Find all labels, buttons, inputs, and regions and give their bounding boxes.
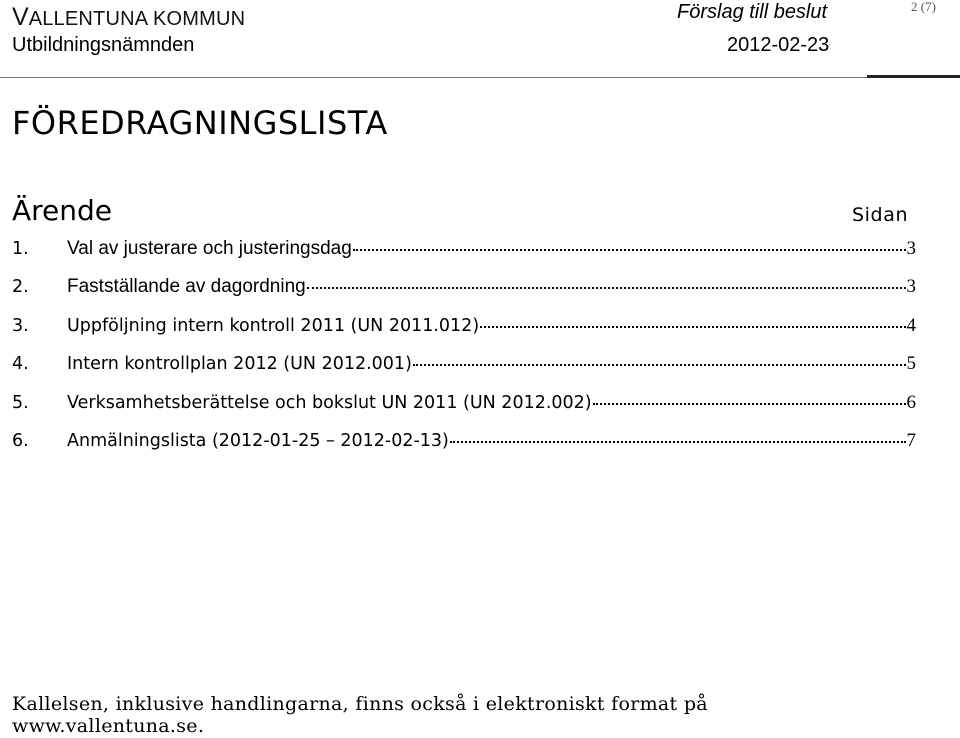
header-divider	[0, 77, 960, 78]
agenda-item-text: Val av justerare och justeringsdag	[67, 238, 352, 259]
agenda-item-text: Anmälningslista (2012-01-25 – 2012-02-13)	[67, 430, 449, 451]
organization-name	[12, 4, 245, 32]
organization-name-rest: ALLENTUNA KOMMUN	[28, 8, 246, 30]
agenda-item-number: 6.	[12, 430, 29, 451]
agenda-list	[12, 230, 916, 460]
agenda-item[interactable]	[12, 422, 916, 460]
agenda-item[interactable]	[12, 230, 916, 268]
dot-leader	[480, 325, 905, 328]
website-link[interactable]: www.vallentuna.se.	[12, 715, 205, 737]
page-column-heading: Sidan	[852, 204, 909, 226]
electronic-format-note	[12, 693, 708, 737]
agenda-item-text: Verksamhetsberättelse och bokslut UN 2011 (UN 2012.002)	[67, 392, 592, 413]
agenda-item[interactable]	[12, 384, 916, 422]
dot-leader	[450, 440, 906, 443]
dot-leader	[593, 402, 906, 405]
electronic-format-note-line: Kallelsen, inklusive handlingarna, finns också i elektroniskt format på	[12, 693, 708, 715]
proposal-label: Förslag till beslut	[677, 1, 828, 23]
dot-leader	[307, 286, 906, 289]
agenda-item-number: 1.	[12, 239, 29, 259]
agenda-item-text: Intern kontrollplan 2012 (UN 2012.001)	[67, 354, 412, 375]
page-indicator: 2 (7)	[911, 0, 936, 14]
agenda-item[interactable]	[12, 307, 916, 345]
agenda-item-page: 5	[906, 353, 916, 375]
agenda-item-page: 3	[906, 238, 916, 259]
agenda-item-page: 4	[906, 314, 916, 336]
agenda-item-number: 3.	[12, 315, 29, 336]
agenda-item-page: 6	[906, 391, 916, 413]
agenda-item[interactable]	[12, 268, 916, 306]
page-title: FÖREDRAGNINGSLISTA	[12, 104, 388, 142]
agenda-item-number: 5.	[12, 392, 29, 413]
agenda-item-number: 4.	[12, 354, 29, 375]
matter-column-heading: Ärende	[12, 194, 113, 227]
agenda-item-page: 3	[906, 276, 916, 298]
agenda-item-text: Fastställande av dagordning	[67, 276, 306, 298]
agenda-item-text: Uppföljning intern kontroll 2011 (UN 2011.012)	[67, 315, 480, 336]
organization-initial: V	[12, 3, 29, 31]
dot-leader	[413, 363, 906, 366]
agenda-item-number: 2.	[12, 277, 29, 298]
dot-leader	[353, 248, 906, 251]
meeting-date: 2012-02-23	[727, 34, 830, 56]
committee-name: Utbildningsnämnden	[12, 34, 195, 56]
agenda-item[interactable]	[12, 345, 916, 383]
agenda-item-page: 7	[906, 429, 916, 451]
header-divider-accent	[867, 75, 960, 78]
